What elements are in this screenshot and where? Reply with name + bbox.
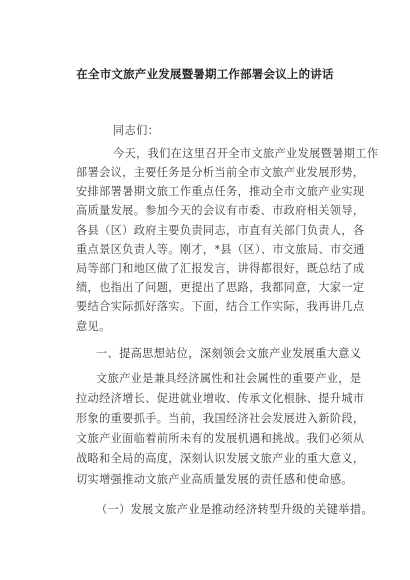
paragraph-line: 切实增强推动文旅产业高质量发展的责任感和使命感。	[76, 473, 353, 486]
paragraph-line: 安排部署暑期文旅工作重点任务，推动全市文旅产业实现	[76, 185, 365, 198]
section-heading: 一、提高思想站位，深刻领会文旅产业发展重大意义	[96, 347, 362, 360]
paragraph-line: 文旅产业面临着前所未有的发展机遇和挑战。我们必须从	[76, 432, 365, 445]
subsection-heading: （一）发展文旅产业是推动经济转型升级的关键举措。	[96, 503, 373, 516]
paragraph-line: 形象的重要抓手。当前，我国经济社会发展进入新阶段，	[76, 412, 365, 425]
document-title: 在全市文旅产业发展暨暑期工作部署会议上的讲话	[76, 67, 334, 81]
paragraph-line: 重点景区负责人等。刚才，*县（区）、市文旅局、市交通	[76, 243, 365, 256]
paragraph-line: 绩，也指出了问题，更提出了思路，我都同意，大家一定	[76, 281, 365, 294]
salutation: 同志们：	[113, 124, 160, 137]
paragraph-line: 文旅产业是兼具经济属性和社会属性的重要产业，是	[96, 372, 362, 385]
paragraph-line: 拉动经济增长、促进就业增收、传承文化根脉、提升城市	[76, 392, 365, 405]
paragraph-line: 要结合实际抓好落实。下面，结合工作实际，我再讲几点	[76, 300, 365, 313]
paragraph-line: 部署会议，主要任务是分析当前全市文旅产业发展形势，	[76, 166, 365, 179]
paragraph-line: 局等部门和地区做了汇报发言，讲得都很好，既总结了成	[76, 262, 365, 275]
paragraph-line: 各县（区）政府主要负责同志，市直有关部门负责人，各	[76, 224, 365, 237]
paragraph-line: 今天，我们在这里召开全市文旅产业发展暨暑期工作	[113, 147, 379, 160]
paragraph-line: 意见。	[76, 320, 111, 333]
paragraph-line: 高质量发展。参加今天的会议有市委、市政府相关领导，	[76, 204, 365, 217]
paragraph-line: 战略和全局的高度，深刻认识发展文旅产业的重大意义，	[76, 452, 365, 465]
